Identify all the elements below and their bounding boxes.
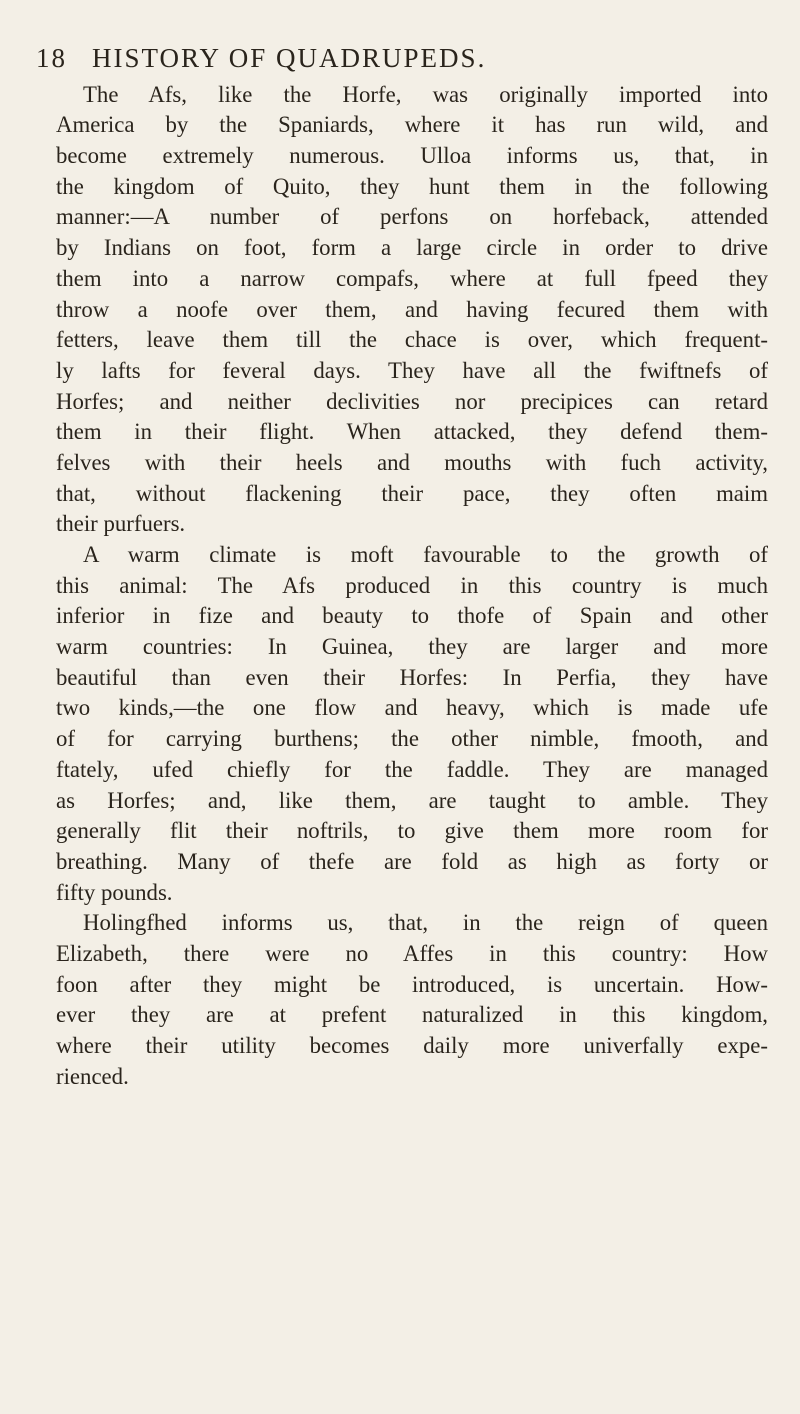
text-line: fetters, leave them till the chace is over, which frequent- <box>56 327 768 353</box>
text-line: breathing. Many of thefe are fold as high as forty or <box>56 848 768 874</box>
text-line: as Horfes; and, like them, are taught to amble. They <box>56 787 768 813</box>
text-line: generally flit their noftrils, to give them more room for <box>56 818 768 844</box>
text-line: The Afs, like the Horfe, was originally imported into <box>83 81 768 107</box>
running-head <box>36 44 768 74</box>
text-line: ly lafts for feveral days. They have all the fwiftnefs of <box>56 357 768 383</box>
text-line: by Indians on foot, form a large circle in order to drive <box>56 235 768 261</box>
text-line: rienced. <box>56 1063 129 1089</box>
text-line: Horfes; and neither declivities nor precipices can retard <box>56 388 768 414</box>
text-line: ever they are at prefent naturalized in this kingdom, <box>56 1002 768 1028</box>
paragraph <box>56 80 768 540</box>
text-line: that, without flackening their pace, they often maim <box>56 480 768 506</box>
text-line: ftately, ufed chiefly for the faddle. They are managed <box>56 756 768 782</box>
text-line: manner:—A number of perfons on horfeback, attended <box>56 204 768 230</box>
page-number: 18 <box>36 43 67 73</box>
text-line: A warm climate is moft favourable to the growth of <box>83 542 768 567</box>
text-line: where their utility becomes daily more univerfally expe- <box>56 1033 768 1058</box>
text-line: their purfuers. <box>56 511 186 537</box>
text-line: Holingfhed informs us, that, in the reign of queen <box>83 910 768 936</box>
text-line: of for carrying burthens; the other nimble, fmooth, and <box>56 726 768 752</box>
paragraph <box>56 908 768 1092</box>
text-line: beautiful than even their Horfes: In Perfia, they have <box>56 664 768 690</box>
body-text <box>36 80 768 1093</box>
text-line: the kingdom of Quito, they hunt them in the following <box>56 173 768 199</box>
text-line: fifty pounds. <box>56 879 173 905</box>
text-line: inferior in fize and beauty to thofe of Spain and other <box>56 603 768 629</box>
text-line: two kinds,—the one flow and heavy, which is made ufe <box>56 695 768 721</box>
text-line: foon after they might be introduced, is uncertain. How- <box>56 971 768 997</box>
text-line: warm countries: In Guinea, they are larger and more <box>56 634 768 660</box>
text-line: this animal: The Afs produced in this country is much <box>56 572 768 598</box>
text-line: become extremely numerous. Ulloa informs us, that, in <box>56 143 768 169</box>
text-line: America by the Spaniards, where it has run wild, and <box>56 112 768 138</box>
running-title: HISTORY OF QUADRUPEDS. <box>92 43 487 73</box>
text-line: Elizabeth, there were no Affes in this country: How <box>56 940 768 966</box>
text-line: them into a narrow compafs, where at full fpeed they <box>56 265 768 291</box>
paragraph <box>56 540 768 908</box>
text-line: felves with their heels and mouths with fuch activity, <box>56 449 768 475</box>
text-line: them in their flight. When attacked, they defend them- <box>56 419 768 445</box>
text-line: throw a noofe over them, and having fecured them with <box>56 296 768 322</box>
